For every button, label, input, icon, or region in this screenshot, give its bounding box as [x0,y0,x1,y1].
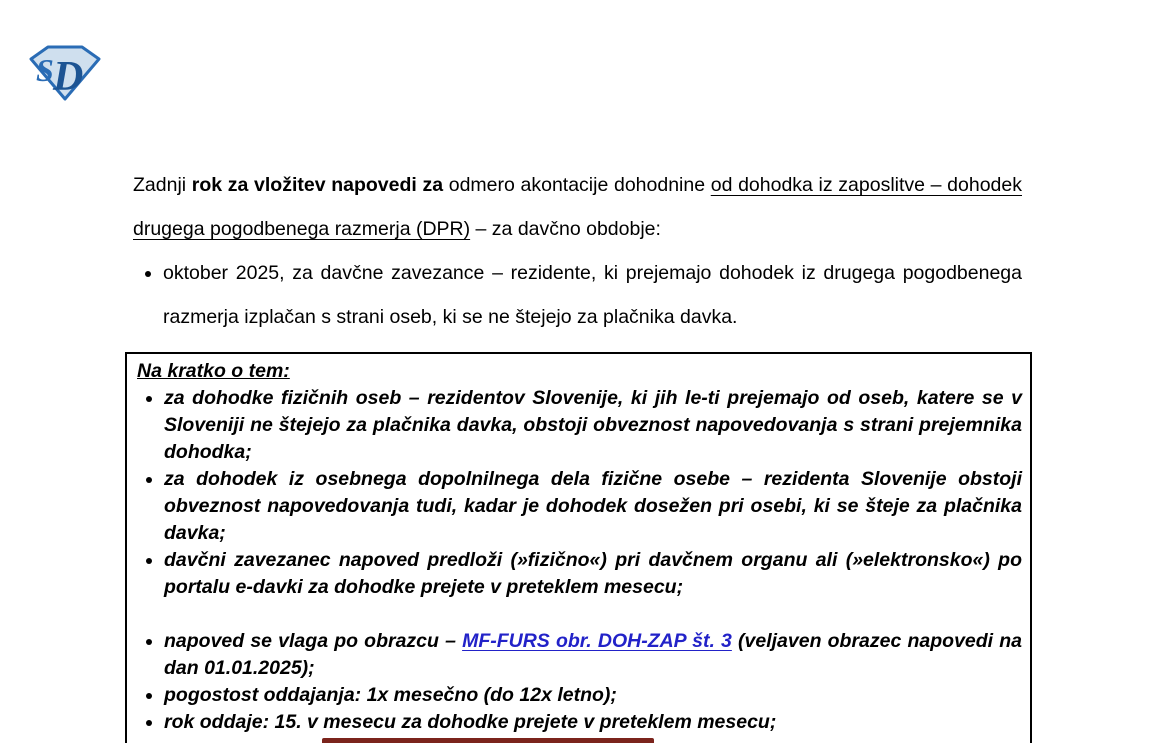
list-item: • za dohodek iz osebnega dopolnilnega dela fizične osebe – rezidenta Slovenije obstoji obveznost napovedovanja tudi, kadar je dohodek dosežen pri osebi, ki se šteje za plačnika davka; [164,466,1022,547]
doh-zap-form-link[interactable]: MF-FURS obr. DOH-ZAP št. 3 [462,630,732,652]
list-item: • davčni zavezanec napoved predloži (»fizično«) pri davčnem organu ali (»elektronsko«) po portalu e-davki za dohodke prejete v preteklem mesecu; [164,547,1022,601]
list-item: • pogostost oddajanja: 1x mesečno (do 12x letno); [164,682,1022,709]
document-body [133,163,1022,339]
box-heading: Na kratko o tem: [137,360,290,382]
box-bullet-list [137,385,1022,736]
summary-box [125,352,1032,743]
intro-paragraph [133,163,1022,251]
sd-shield-icon [28,44,102,102]
list-item: • za dohodke fizičnih oseb – rezidentov Slovenije, ki jih le-ti prejemajo od oseb, katere se v Sloveniji ne štejejo za plačnika davka, obstoji obveznost napovedovanja s strani prejemnika dohodka; [164,385,1022,466]
list-item: • rok oddaje: 15. v mesecu za dohodke prejete v preteklem mesecu; [164,709,1022,736]
intro-bullet-list [133,251,1022,339]
intro-seg5: – za davčno obdobje: [470,218,661,240]
list-item-form [164,628,1022,682]
intro-seg3: odmero akontacije dohodnine [448,174,711,196]
list-item: • oktober 2025, za davčne zavezance – rezidente, ki prejemajo dohodek iz drugega pogodbenega razmerja izplačan s strani oseb, ki se ne štejejo za plačnika davka. [163,251,1022,339]
cutoff-red-text [322,738,654,743]
company-logo [28,44,102,102]
logo-letter-d: D [53,54,84,100]
intro-seg1: Zadnji [133,174,192,196]
logo-letter-s: S [36,52,54,88]
form-bullet-pre: napoved se vlaga po obrazcu – [164,630,463,652]
form-bullet-post: (veljaven obrazec napovedi na dan 01.01.2025); [164,630,1022,679]
intro-seg2-bold: rok za vložitev napovedi za [191,174,449,196]
intro-seg4-underlined: od dohodka iz zaposlitve – dohodek drugega pogodbenega razmerja (DPR) [133,174,1022,240]
